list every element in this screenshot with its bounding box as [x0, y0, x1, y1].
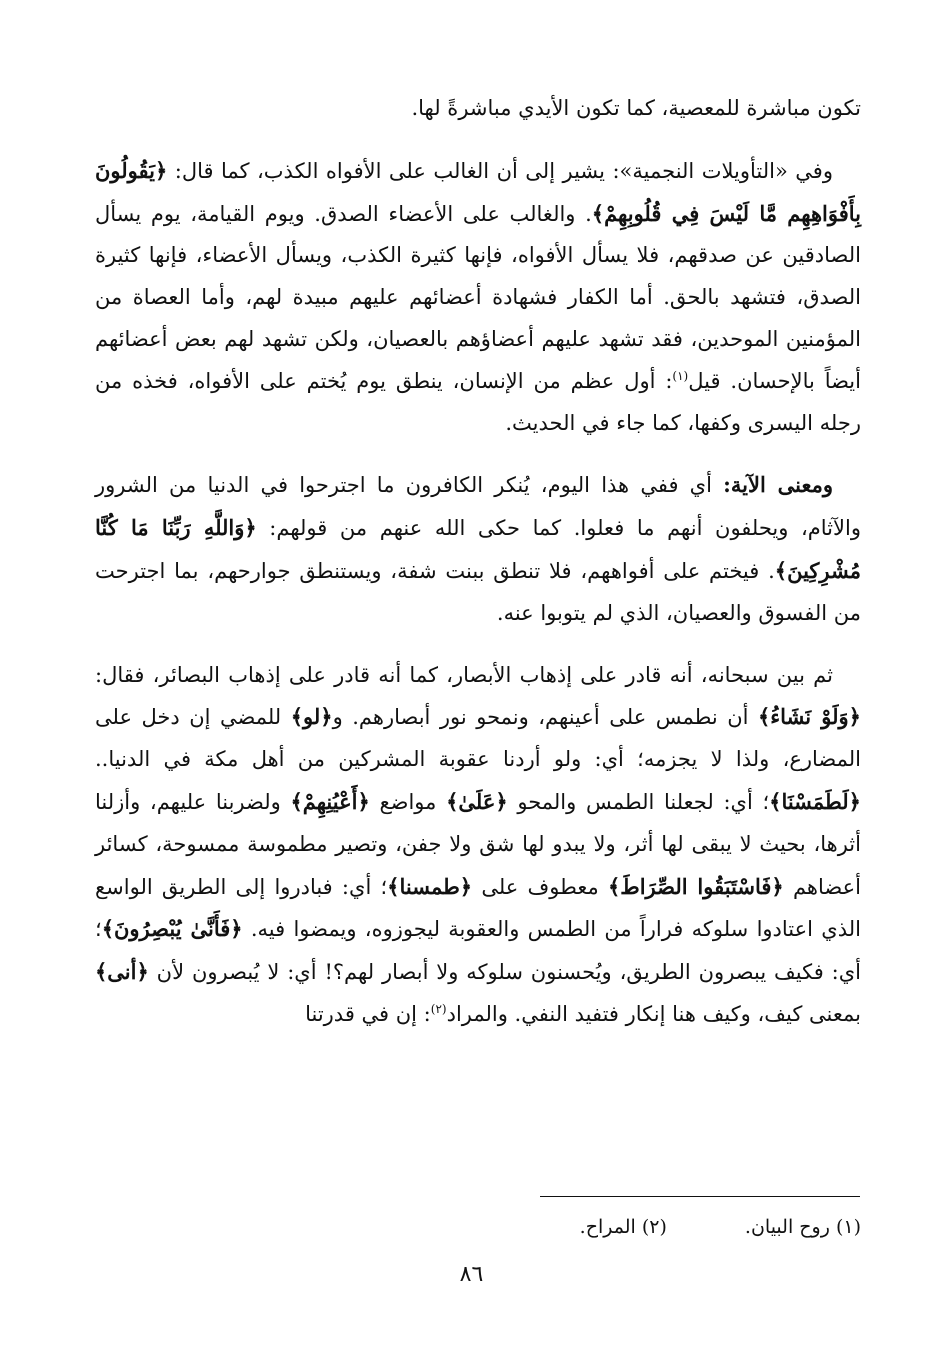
footnote-reference: (٢)	[430, 1001, 447, 1016]
footnotes	[95, 1212, 861, 1242]
quran-quote: ﴿لو﴾	[290, 704, 333, 730]
footnote-marker: (١)	[835, 1216, 861, 1238]
quran-quote: ﴿وَاللَّهِ رَبِّنَا مَا كُنَّا مُشْرِكِينَ﴾	[95, 515, 861, 583]
footnote-separator	[540, 1196, 860, 1197]
footnote-text: روح البيان.	[744, 1216, 830, 1238]
quran-quote: ﴿فَاسْتَبَقُوا الصِّرَاطَ﴾	[607, 873, 784, 899]
page-number: ٨٦	[459, 1262, 484, 1287]
paragraph-p3	[95, 464, 861, 634]
footnote-text: المراح.	[579, 1216, 636, 1238]
text-segment: أي ففي هذا اليوم، يُنكر الكافرون ما اجترحوا في الدنيا من الشرور والآثام، ويحلفون أنهم ما فعلوا. كما حكى الله عنهم من قولهم:	[95, 473, 861, 541]
quran-quote: ﴿يَقُولُونَ بِأَفْوَاهِهِم مَّا لَيْسَ فِي قُلُوبِهِمْ﴾	[95, 157, 862, 226]
paragraph-p4	[95, 655, 861, 1036]
footnote-1	[745, 1212, 861, 1242]
text-segment: ؛ أي: فكيف يبصرون الطريق، ويُحسنون سلوكه ولا أبصار لهم؟! أي: لا يُبصرون لأن	[95, 917, 861, 985]
text-segment: وفي «التأويلات النجمية»: يشير إلى أن الغالب على الأفواه الكذب، كما قال:	[167, 158, 833, 183]
main-text	[95, 88, 861, 1056]
quran-quote: ﴿أَعْيُنِهِمْ﴾	[290, 788, 370, 814]
text-segment: ؛ أي: لجعلنا الطمس والمحو	[507, 789, 770, 814]
text-segment: . والغالب على الأعضاء الصدق. ويوم القيامة، يوم يسأل الصادقين عن صدقهم، فلا يسأل الأفواه، فإنها كثيرة الكذب، ويسأل الأعضاء، فإنها كثيرة الصدق، فتشهد بالحق. أما الكفار فشهادة أعضائهم عليهم مبيدة لهم، وأما العصاة من المؤمنين الموحدين، فقد تشهد عليهم أعضاؤهم بالعصيان، ولكن تشهد لهم بعض أعضائهم أيضاً بالإحسان. قيل	[95, 201, 861, 393]
text-segment: ثم بين سبحانه، أنه قادر على إذهاب الأبصار، كما أنه قادر على إذهاب البصائر، فقال:	[95, 662, 833, 687]
text-segment: للمضي إن دخل على المضارع، ولذا لا يجزمه؛ أي: ولو أردنا عقوبة المشركين من أهل مكة في الدنيا..	[95, 705, 861, 772]
bold-heading: ومعنى الآية:	[723, 472, 833, 498]
quran-quote: ﴿فَأَنَّىٰ يُبْصِرُونَ﴾	[101, 916, 243, 942]
text-segment: مواضع	[369, 789, 447, 814]
text-segment: : أول عظم من الإنسان، ينطق يوم يُختم على الأفواه، فخذه من رجله اليسرى وكفها، كما جاء في الحديث.	[95, 368, 861, 435]
quran-quote: ﴿وَلَوْ نَشَاءُ﴾	[758, 704, 861, 730]
footnote-marker: (٢)	[641, 1216, 667, 1238]
paragraph-p1	[95, 88, 861, 130]
text-segment: تكون مباشرة للمعصية، كما تكون الأيدي مباشرةً لها.	[411, 96, 861, 120]
text-segment: بمعنى كيف، وكيف هنا إنكار فتفيد النفي. والمراد	[446, 1001, 861, 1026]
text-segment: ولضربنا عليهم، وأزلنا أثرها، بحيث لا يبقى لها أثر، ولا يبدو لها شق ولا جفن، وتصير مطموسة ممسوحة، كسائر أعضاهم	[95, 789, 861, 899]
text-segment: أن نطمس على أعينهم، ونمحو نور أبصارهم. و	[332, 705, 758, 730]
text-segment: : إن في قدرتنا	[305, 1001, 431, 1026]
text-segment: ؛ أي: فبادروا إلى الطريق الواسع الذي اعتادوا سلوكه فراراً من الطمس والعقوبة ليجوزوه، ويمضوا فيه.	[95, 874, 861, 942]
quran-quote: ﴿طمسنا﴾	[387, 873, 473, 899]
paragraph-p2	[95, 150, 861, 445]
text-segment: . فيختم على أفواههم، فلا تنطق ببنت شفة، ويستنطق جوارحهم، بما اجترحت من الفسوق والعصيان، الذي لم يتوبوا عنه.	[95, 558, 861, 625]
text-segment: معطوف على	[472, 874, 608, 899]
footnote-reference: (١)	[672, 368, 689, 383]
footnote-2	[580, 1212, 667, 1242]
quran-quote: ﴿أنى﴾	[95, 959, 149, 985]
quran-quote: ﴿لَطَمَسْنَا﴾	[769, 788, 861, 814]
quran-quote: ﴿عَلَىٰ﴾	[446, 788, 508, 814]
